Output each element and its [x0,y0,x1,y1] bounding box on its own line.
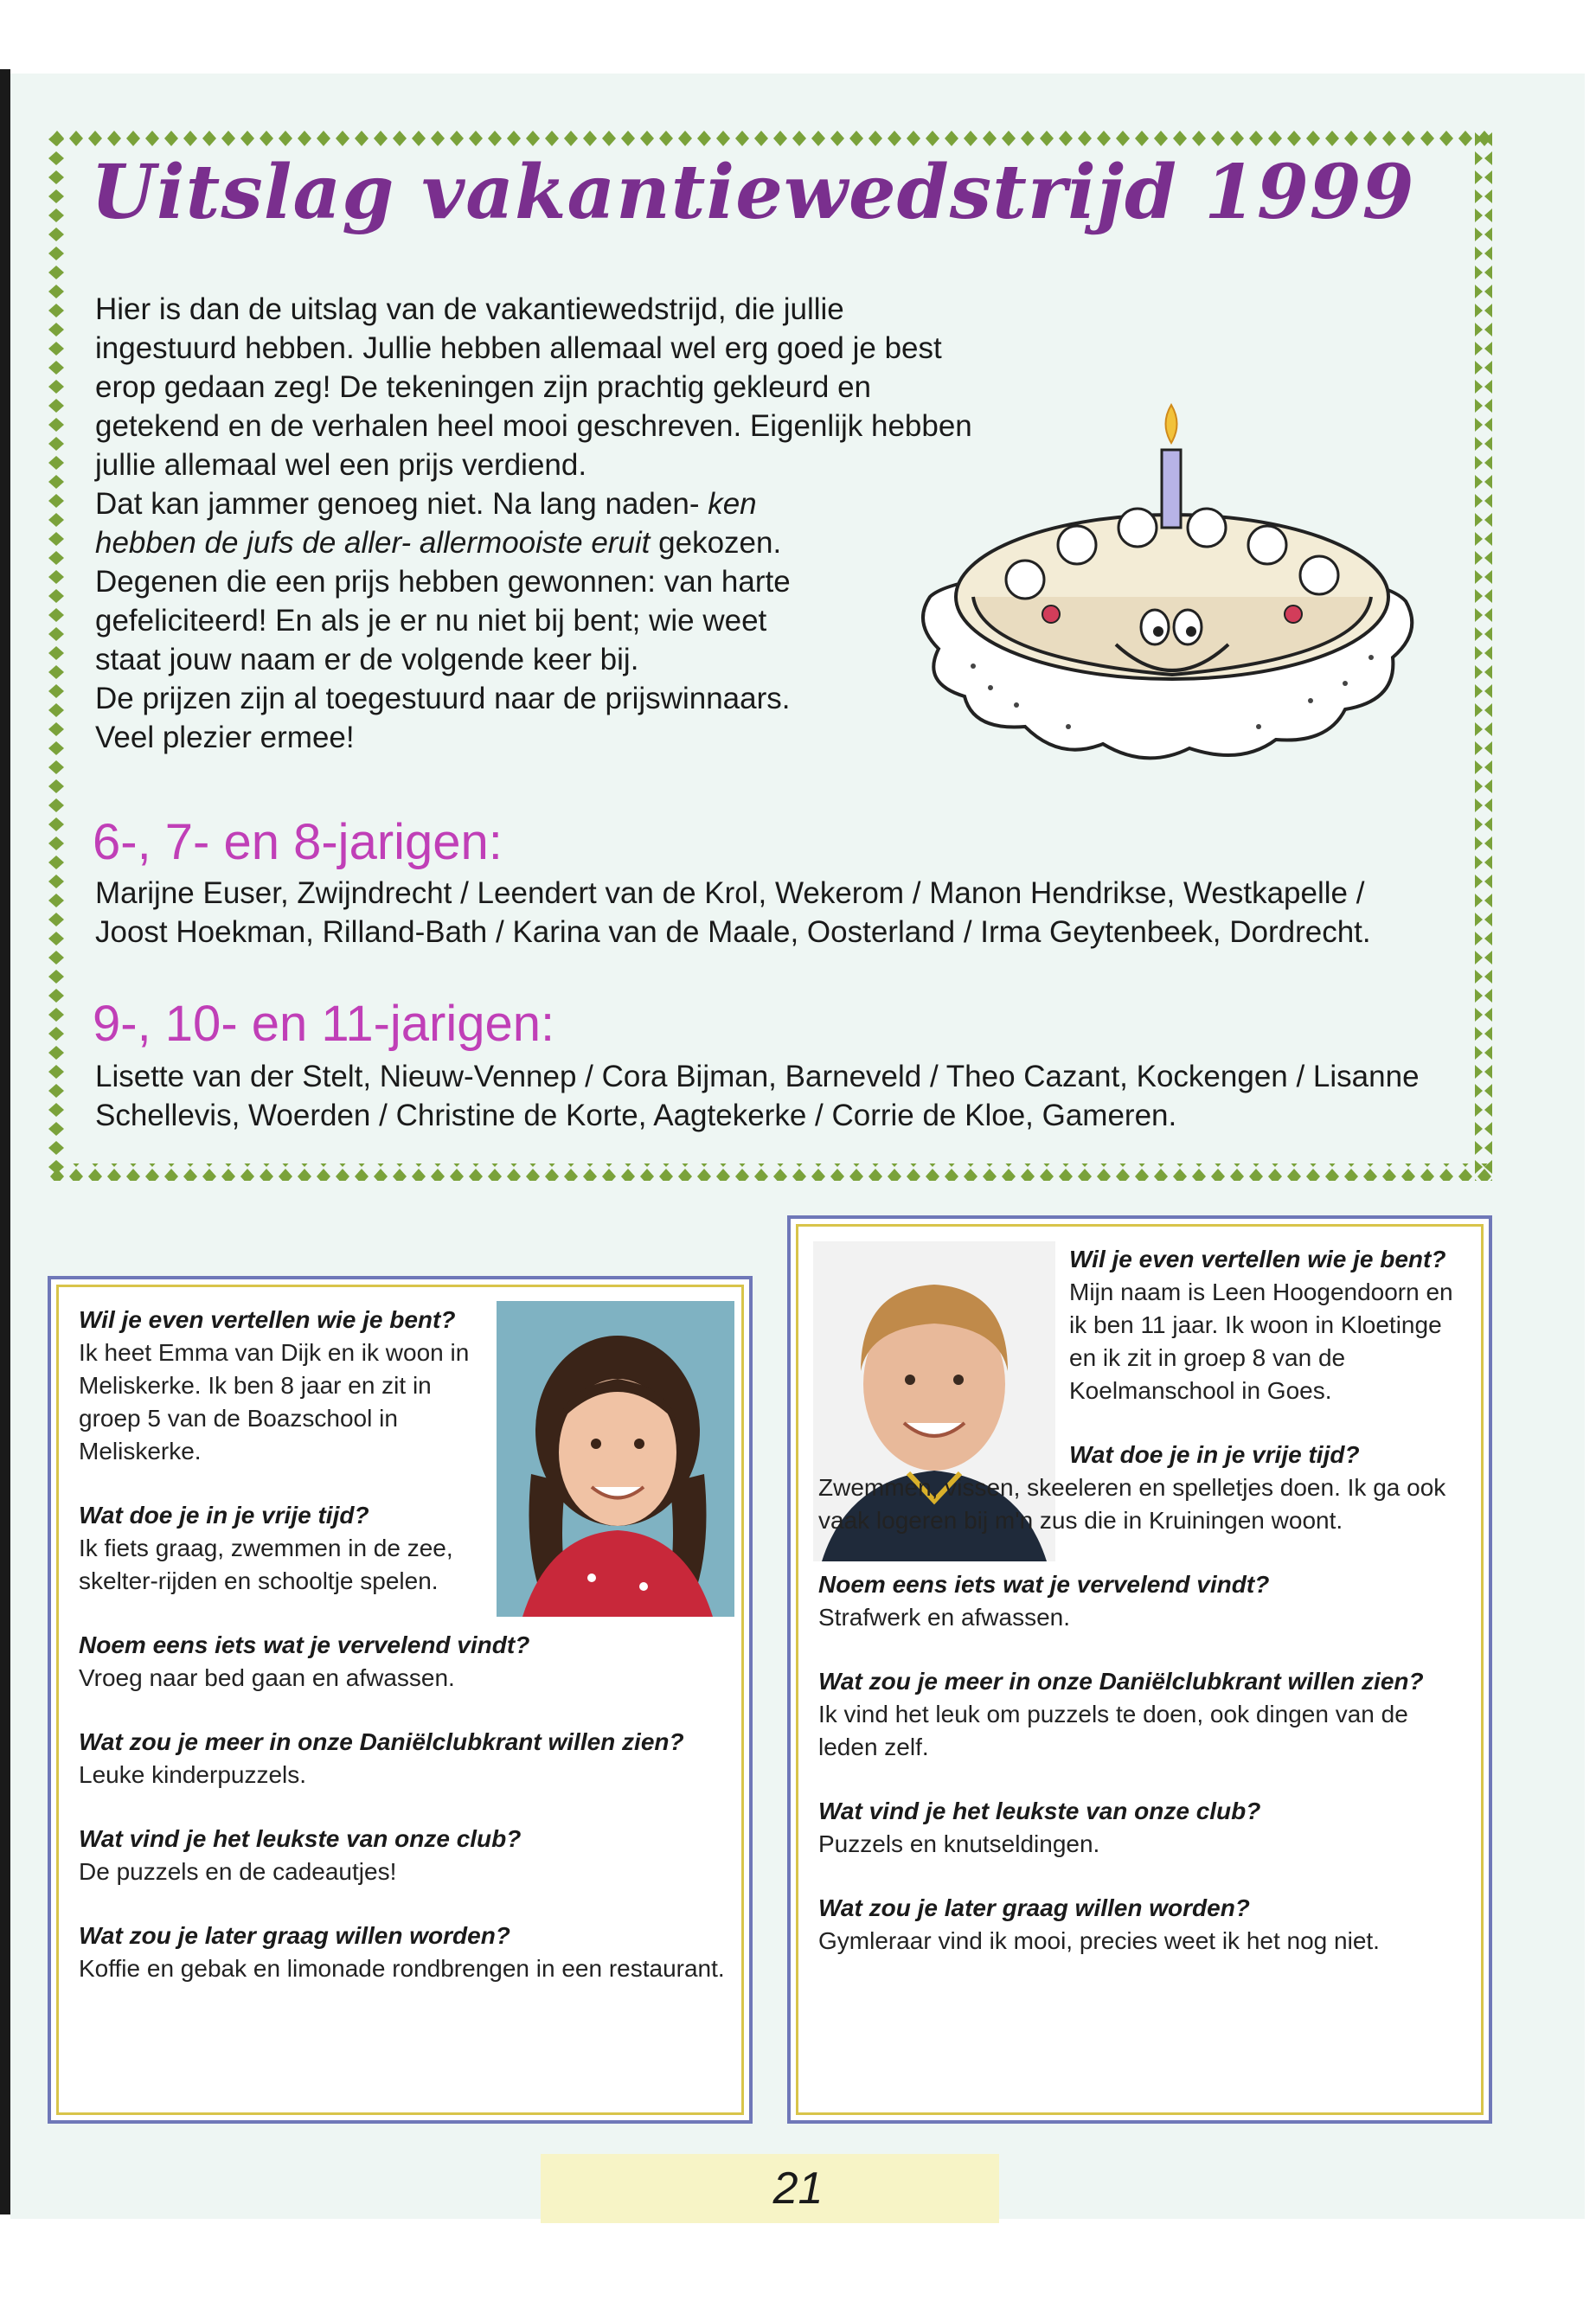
question: Wat vind je het leukste van onze club? [79,1825,522,1852]
age-group-heading-2: 9-, 10- en 11-jarigen: [93,996,555,1052]
question: Wat vind je het leukste van onze club? [818,1798,1261,1824]
answer: Ik heet Emma van Dijk en ik woon in Meliskerke. Ik ben 8 jaar en zit in groep 5 van de Boazschool in Meliskerke. [79,1339,470,1465]
intro-closing: De prijzen zijn al toegestuurd naar de prijswinnaars. Veel plezier ermee! [95,682,791,754]
question: Wat doe je in je vrije tijd? [79,1502,369,1529]
question: Noem eens iets wat je vervelend vindt? [79,1631,530,1658]
qa-list-leen [818,1243,1468,1989]
cake-illustration [895,398,1449,779]
intro-line: Dat kan jammer genoeg niet. Na lang naden- [95,487,700,521]
question: Wat doe je in je vrije tijd? [1069,1441,1360,1468]
answer: Gymleraar vind ik mooi, precies weet ik het nog niet. [818,1927,1380,1954]
contest-results-box [48,130,1492,1181]
winners-list-1: Marijne Euser, Zwijndrecht / Leendert van de Krol, Wekerom / Manon Hendrikse, Westkapelle / Joost Hoekman, Rilland-Bath / Karina van de Maale, Oosterland / Irma Geytenbeek, Dordrecht. [95,876,1371,949]
age-group-heading-1: 6-, 7- en 8-jarigen: [93,814,503,870]
answer: Mijn naam is Leen Hoogendoorn en ik ben 11 jaar. Ik woon in Kloetinge en ik zit in groep 8 van de Koelmanschool in Goes. [1069,1279,1453,1404]
answer: De puzzels en de cadeautjes! [79,1858,397,1885]
intro-paragraph-narrow [95,484,822,679]
page-number: 21 [772,2163,824,2214]
interview-box-leen [787,1215,1492,2124]
answer: Leuke kinderpuzzels. [79,1761,307,1788]
question: Wil je even vertellen wie je bent? [79,1306,456,1333]
interview-box-emma [48,1276,753,2124]
answer: Ik vind het leuk om puzzels te doen, ook dingen van de leden zelf. [818,1701,1408,1760]
question: Noem eens iets wat je vervelend vindt? [818,1571,1270,1598]
intro-paragraph: Hier is dan de uitslag van de vakantiewedstrijd, die jullie ingestuurd hebben. Jullie hebben allemaal wel erg goed je best erop gedaan zeg! De tekeningen zijn prachtig gekleurd en getekend en de verhalen heel mooi geschreven. Eigenlijk hebben jullie allemaal wel een prijs verdiend. [95,292,972,482]
answer: Strafwerk en afwassen. [818,1604,1071,1631]
answer: Koffie en gebak en limonade rondbrengen in een restaurant. [79,1955,725,1982]
qa-list-emma [79,1304,728,2016]
answer: Zwemmen, vissen, skeeleren en spelletjes doen. Ik ga ook vaak logeren bij m'n zus die in Kruiningen woont. [818,1474,1446,1534]
answer: Puzzels en knutseldingen. [818,1830,1100,1857]
question: Wat zou je meer in onze Daniëlclubkrant willen zien? [818,1668,1424,1695]
intro-italic-line: ken hebben de jufs de aller- allermooiste eruit [95,487,757,560]
intro-rest: gekozen. Degenen die een prijs hebben gewonnen: van harte gefeliciteerd! En als je er nu niet bij bent; wie weet staat jouw naam er de volgende keer bij. [95,526,791,676]
question: Wat zou je later graag willen worden? [818,1894,1250,1921]
answer: Ik fiets graag, zwemmen in de zee, skelter-rijden en schooltje spelen. [79,1535,453,1594]
question: Wil je even vertellen wie je bent? [1069,1246,1446,1272]
intro-text [95,290,977,757]
scan-edge [0,69,10,2214]
page-title: Uitslag vakantiewedstrijd 1999 [91,149,1415,236]
question: Wat zou je later graag willen worden? [79,1922,510,1949]
answer: Vroeg naar bed gaan en afwassen. [79,1664,455,1691]
question: Wat zou je meer in onze Daniëlclubkrant willen zien? [79,1728,684,1755]
winners-list-2: Lisette van der Stelt, Nieuw-Vennep / Cora Bijman, Barneveld / Theo Cazant, Kockengen / Lisanne Schellevis, Woerden / Christine de Korte, Aagtekerke / Corrie de Kloe, Gameren. [95,1060,1420,1132]
